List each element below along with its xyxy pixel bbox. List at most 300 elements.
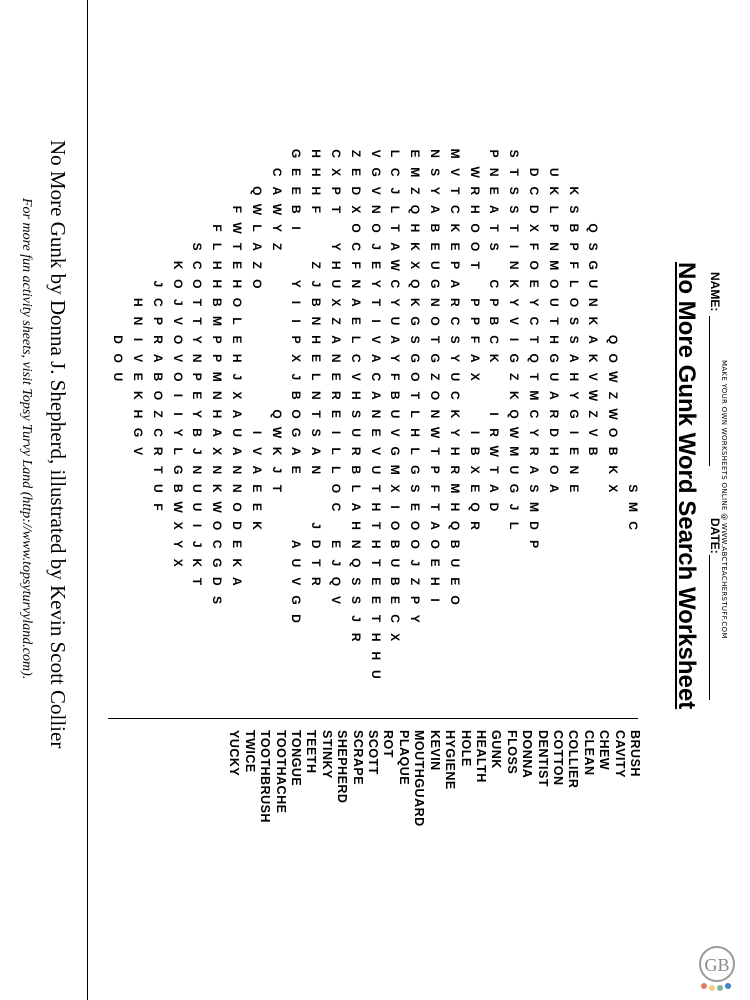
grid-letter: T <box>428 335 442 344</box>
grid-letter: C <box>527 186 541 196</box>
grid-letter: Y <box>190 409 205 418</box>
grid-letter: S <box>348 577 363 586</box>
grid-letter: J <box>329 559 343 567</box>
grid-letter: P <box>566 242 581 251</box>
grid-letter: A <box>348 502 363 512</box>
grid-letter: A <box>230 409 244 419</box>
grid-letter: Q <box>586 223 601 233</box>
word-list-item: STINKY <box>319 730 334 779</box>
grid-letter: W <box>170 501 185 513</box>
grid-letter: L <box>507 521 522 530</box>
grid-letter: I <box>507 337 522 342</box>
word-list-item: DONNA <box>520 730 535 779</box>
grid-letter: Z <box>348 149 363 158</box>
grid-letter: N <box>348 539 363 549</box>
grid-letter: L <box>348 484 363 493</box>
grid-letter: U <box>289 558 304 568</box>
grid-letter: W <box>507 426 522 439</box>
grid-letter: C <box>329 502 343 512</box>
grid-letter: W <box>210 501 225 513</box>
grid-letter: Y <box>329 242 343 251</box>
grid-letter: N <box>309 391 324 400</box>
grid-letter: A <box>368 353 383 363</box>
grid-letter: E <box>249 484 264 493</box>
grid-letter: O <box>388 520 403 531</box>
grid-letter: N <box>348 279 363 289</box>
grid-letter: Q <box>467 502 482 512</box>
grid-letter: H <box>408 223 423 233</box>
grid-letter: G <box>428 279 442 289</box>
grid-letter: G <box>289 427 304 438</box>
grid-letter: J <box>289 373 304 381</box>
grid-letter: Y <box>170 428 185 437</box>
grid-letter: X <box>606 484 621 493</box>
grid-letter: V <box>170 316 185 325</box>
grid-letter: V <box>586 372 601 381</box>
grid-letter: C <box>329 149 343 158</box>
grid-letter: A <box>487 484 502 493</box>
grid-letter: P <box>428 465 442 474</box>
grid-letter: L <box>329 466 343 474</box>
grid-letter: U <box>190 502 205 512</box>
word-list-item: CHEW <box>597 730 612 771</box>
grid-letter: O <box>170 372 185 382</box>
grid-letter: C <box>487 279 502 289</box>
grid-letter: B <box>289 205 304 214</box>
grid-letter: A <box>388 242 403 251</box>
grid-letter: Y <box>566 391 581 400</box>
grid-letter: S <box>566 316 581 325</box>
grid-letter: E <box>428 558 442 567</box>
grid-letter: F <box>527 242 541 251</box>
grid-letter: E <box>408 502 423 511</box>
grid-letter: A <box>388 335 403 344</box>
word-list-item: SCOTT <box>366 730 381 775</box>
grid-letter: B <box>487 316 502 326</box>
grid-letter: P <box>190 372 205 381</box>
grid-letter: J <box>388 187 403 195</box>
grid-letter: E <box>329 540 343 549</box>
grid-letter: Z <box>329 317 343 325</box>
grid-letter: O <box>408 520 423 531</box>
grid-letter: I <box>487 412 502 416</box>
grid-letter: W <box>388 259 403 271</box>
grid-letter: X <box>170 521 185 530</box>
grid-letter: B <box>566 223 581 233</box>
grid-letter: S <box>507 186 522 195</box>
grid-letter: I <box>131 337 145 342</box>
grid-letter: A <box>566 353 581 363</box>
grid-letter: O <box>546 465 561 475</box>
grid-letter: H <box>368 539 383 549</box>
grid-letter: W <box>586 389 601 402</box>
grid-letter: T <box>368 614 383 623</box>
word-list <box>226 730 642 910</box>
grid-letter: S <box>408 484 423 493</box>
grid-letter: T <box>507 168 522 176</box>
grid-letter: H <box>309 186 324 196</box>
grid-letter: I <box>190 523 205 528</box>
grid-letter: B <box>586 446 601 456</box>
grid-letter: T <box>309 410 324 418</box>
grid-letter: A <box>150 353 165 363</box>
grid-letter: N <box>428 149 442 158</box>
grid-letter: O <box>150 390 165 401</box>
grid-letter: H <box>408 428 423 437</box>
grid-letter: O <box>170 279 185 289</box>
grid-letter: P <box>408 595 423 604</box>
grid-letter: G <box>428 353 442 363</box>
grid-letter: N <box>368 409 383 419</box>
grid-letter: B <box>190 428 205 437</box>
grid-letter: K <box>190 558 205 568</box>
grid-letter: F <box>150 503 165 511</box>
grid-letter: O <box>170 334 185 345</box>
date-label: DATE: <box>708 518 722 554</box>
grid-letter: E <box>348 168 363 177</box>
grid-letter: K <box>249 521 264 530</box>
grid-letter: H <box>566 372 581 382</box>
grid-letter: U <box>150 484 165 493</box>
grid-letter: U <box>546 167 561 177</box>
grid-letter: L <box>408 447 423 455</box>
grid-letter: O <box>230 297 244 308</box>
grid-letter: E <box>368 577 383 586</box>
grid-letter: S <box>447 335 462 344</box>
word-list-item: SCRAPE <box>350 730 365 786</box>
grid-letter: A <box>487 205 502 214</box>
grid-letter: H <box>210 409 225 419</box>
grid-letter: F <box>348 261 363 269</box>
grid-letter: E <box>447 242 462 251</box>
grid-letter: L <box>210 242 225 251</box>
grid-letter: H <box>447 502 462 512</box>
name-label: NAME: <box>708 272 722 312</box>
grid-letter: D <box>289 614 304 623</box>
word-list-item: CAVITY <box>612 730 627 778</box>
grid-letter: X <box>329 168 343 177</box>
grid-letter: S <box>507 149 522 158</box>
grid-letter: T <box>487 466 502 474</box>
gb-logo-icon <box>692 942 742 992</box>
grid-letter: X <box>388 633 403 642</box>
word-list-item: KEVIN <box>427 730 442 771</box>
grid-letter: Y <box>190 335 205 344</box>
footer-divider <box>87 0 88 1000</box>
grid-letter: P <box>150 316 165 325</box>
grid-letter: K <box>507 391 522 400</box>
grid-letter: J <box>507 503 522 511</box>
grid-letter: U <box>368 465 383 475</box>
grid-letter: H <box>447 446 462 456</box>
grid-letter: M <box>527 502 541 512</box>
grid-letter: L <box>230 317 244 325</box>
grid-letter: O <box>467 241 482 252</box>
grid-letter: L <box>170 447 185 455</box>
grid-letter: N <box>428 298 442 307</box>
grid-letter: J <box>230 373 244 381</box>
grid-letter: J <box>150 280 165 288</box>
grid-letter: K <box>447 223 462 233</box>
grid-letter: C <box>527 316 541 326</box>
grid-letter: T <box>309 559 324 567</box>
grid-letter: H <box>368 651 383 661</box>
grid-letter: K <box>487 353 502 363</box>
grid-letter: T <box>368 484 383 493</box>
grid-letter: H <box>309 149 324 158</box>
grid-letter: Z <box>408 577 423 586</box>
grid-letter: K <box>586 353 601 363</box>
grid-letter: A <box>289 539 304 549</box>
word-list-item: TOOTHBRUSH <box>258 730 273 823</box>
grid-letter: Y <box>507 298 522 307</box>
grid-letter: D <box>527 521 541 530</box>
grid-letter: N <box>190 465 205 475</box>
worksheet-title: No More Gunk Word Search Worksheet <box>673 262 700 710</box>
grid-letter: V <box>368 186 383 195</box>
grid-letter: E <box>368 595 383 604</box>
grid-letter: E <box>329 409 343 418</box>
grid-letter: U <box>388 558 403 568</box>
grid-letter: Y <box>388 354 403 363</box>
grid-letter: T <box>190 317 205 325</box>
grid-letter: L <box>566 280 581 288</box>
grid-letter: F <box>309 205 324 214</box>
word-list-item: SHEPHERD <box>335 730 350 804</box>
grid-letter: A <box>428 205 442 214</box>
grid-letter: C <box>626 521 640 530</box>
grid-letter: X <box>329 298 343 307</box>
grid-letter: X <box>467 372 482 381</box>
grid-letter: D <box>230 521 244 530</box>
grid-letter: Q <box>269 409 284 419</box>
grid-letter: G <box>566 409 581 419</box>
grid-letter: U <box>507 465 522 475</box>
grid-letter: I <box>289 226 304 230</box>
grid-letter: J <box>408 559 423 567</box>
grid-letter: S <box>348 595 363 604</box>
grid-letter: G <box>388 446 403 456</box>
grid-letter: A <box>447 279 462 289</box>
grid-letter: U <box>329 279 343 289</box>
word-list-item: GUNK <box>489 730 504 769</box>
grid-letter: H <box>329 260 343 270</box>
grid-letter: N <box>230 465 244 475</box>
grid-letter: R <box>150 335 165 344</box>
grid-letter: D <box>527 205 541 214</box>
grid-letter: F <box>388 373 403 381</box>
date-field-line <box>709 555 710 700</box>
grid-letter: H <box>428 577 442 586</box>
grid-letter: T <box>546 317 561 325</box>
grid-letter: O <box>249 279 264 289</box>
grid-letter: N <box>507 260 522 270</box>
grid-letter: D <box>546 428 561 437</box>
grid-letter: M <box>210 316 225 326</box>
grid-letter: V <box>368 335 383 344</box>
grid-letter: B <box>606 446 621 456</box>
grid-letter: U <box>388 409 403 419</box>
grid-letter: G <box>507 353 522 363</box>
grid-letter: I <box>170 393 185 398</box>
grid-letter: C <box>190 260 205 270</box>
grid-letter: W <box>428 426 442 439</box>
grid-letter: B <box>388 577 403 586</box>
grid-letter: K <box>408 298 423 307</box>
grid-letter: Y <box>388 298 403 307</box>
grid-letter: B <box>467 446 482 456</box>
grid-letter: I <box>368 319 383 323</box>
grid-letter: A <box>249 465 264 475</box>
grid-letter: S <box>586 242 601 251</box>
grid-letter: O <box>566 297 581 308</box>
grid-letter: O <box>190 279 205 289</box>
grid-letter: O <box>606 353 621 363</box>
grid-letter: G <box>586 260 601 270</box>
grid-letter: U <box>546 372 561 382</box>
grid-letter: I <box>428 598 442 602</box>
grid-letter: I <box>289 300 304 305</box>
name-field-line <box>709 316 710 466</box>
grid-letter: Q <box>348 558 363 568</box>
grid-letter: U <box>368 670 383 679</box>
grid-letter: A <box>230 446 244 456</box>
grid-letter: A <box>210 428 225 437</box>
grid-letter: G <box>546 353 561 363</box>
grid-letter: T <box>507 224 522 232</box>
grid-letter: P <box>210 335 225 344</box>
grid-letter: Z <box>507 373 522 381</box>
grid-letter: G <box>408 465 423 475</box>
grid-letter: F <box>428 484 442 493</box>
grid-letter: I <box>289 319 304 323</box>
grid-letter: E <box>230 335 244 344</box>
grid-letter: H <box>309 167 324 177</box>
word-search-grid <box>100 128 640 708</box>
grid-letter: U <box>447 372 462 382</box>
grid-letter: E <box>447 577 462 586</box>
grid-letter: E <box>131 372 145 381</box>
grid-letter: V <box>507 316 522 325</box>
grid-letter: R <box>527 446 541 456</box>
grid-letter: V <box>368 447 383 456</box>
grid-letter: V <box>329 595 343 604</box>
grid-letter: T <box>527 373 541 381</box>
grid-letter: F <box>230 205 244 214</box>
grid-letter: X <box>230 391 244 400</box>
grid-letter: O <box>428 316 442 326</box>
grid-letter: G <box>368 167 383 177</box>
word-list-item: MOUTHGUARD <box>412 730 427 827</box>
grid-letter: Y <box>408 614 423 623</box>
grid-letter: U <box>546 298 561 307</box>
grid-letter: C <box>368 372 383 382</box>
grid-letter: J <box>348 615 363 622</box>
grid-letter: Q <box>507 409 522 419</box>
grid-letter: B <box>289 391 304 400</box>
grid-letter: T <box>230 242 244 251</box>
grid-letter: N <box>210 391 225 400</box>
grid-letter: B <box>348 465 363 475</box>
grid-letter: P <box>487 149 502 158</box>
grid-letter: J <box>190 540 205 548</box>
grid-letter: X <box>388 484 403 493</box>
grid-letter: W <box>269 426 284 439</box>
grid-letter: T <box>408 391 423 400</box>
grid-letter: H <box>348 391 363 400</box>
grid-letter: C <box>388 279 403 289</box>
grid-letter: E <box>289 186 304 195</box>
grid-letter: T <box>368 559 383 567</box>
word-list-item: HEALTH <box>473 730 488 783</box>
grid-letter: O <box>329 483 343 494</box>
grid-letter: A <box>348 298 363 307</box>
grid-letter: Q <box>408 279 423 289</box>
grid-letter: V <box>289 577 304 586</box>
grid-letter: P <box>527 540 541 549</box>
grid-letter: T <box>190 577 205 586</box>
grid-letter: R <box>309 577 324 586</box>
grid-letter: W <box>269 203 284 216</box>
grid-letter: A <box>428 521 442 530</box>
grid-letter: F <box>566 261 581 269</box>
grid-letter: K <box>566 186 581 196</box>
grid-letter: N <box>329 353 343 363</box>
grid-letter: K <box>269 446 284 456</box>
grid-letter: G <box>408 316 423 326</box>
grid-letter: V <box>447 168 462 177</box>
word-list-item: HOLE <box>458 730 473 767</box>
grid-letter: N <box>428 409 442 419</box>
grid-letter: E <box>230 261 244 270</box>
grid-letter: O <box>230 502 244 512</box>
word-list-item: FLOSS <box>504 730 519 775</box>
grid-letter: B <box>388 391 403 400</box>
grid-letter: X <box>408 261 423 270</box>
grid-letter: K <box>507 279 522 289</box>
grid-letter: U <box>230 428 244 437</box>
grid-letter: T <box>447 187 462 195</box>
grid-letter: A <box>289 446 304 456</box>
grid-letter: P <box>546 223 561 232</box>
grid-letter: K <box>606 465 621 475</box>
word-list-item: YUCKY <box>227 730 242 777</box>
grid-letter: V <box>131 447 145 456</box>
grid-letter: K <box>170 260 185 270</box>
grid-letter: S <box>190 242 205 251</box>
grid-letter: M <box>626 502 640 512</box>
grid-letter: Y <box>527 428 541 437</box>
grid-letter: T <box>368 521 383 530</box>
grid-letter: Z <box>249 261 264 269</box>
grid-letter: E <box>408 149 423 158</box>
grid-letter: R <box>348 446 363 456</box>
grid-letter: L <box>329 447 343 455</box>
grid-letter: X <box>289 354 304 363</box>
grid-letter: P <box>467 298 482 307</box>
grid-letter: R <box>467 186 482 196</box>
grid-letter: J <box>170 299 185 306</box>
grid-letter: C <box>348 353 363 363</box>
grid-letter: N <box>487 167 502 177</box>
grid-letter: Z <box>269 242 284 251</box>
grid-letter: C <box>150 298 165 307</box>
grid-letter: P <box>447 261 462 270</box>
grid-letter: O <box>348 223 363 233</box>
grid-letter: A <box>527 465 541 475</box>
grid-letter: Q <box>606 334 621 345</box>
grid-letter: M <box>447 483 462 494</box>
